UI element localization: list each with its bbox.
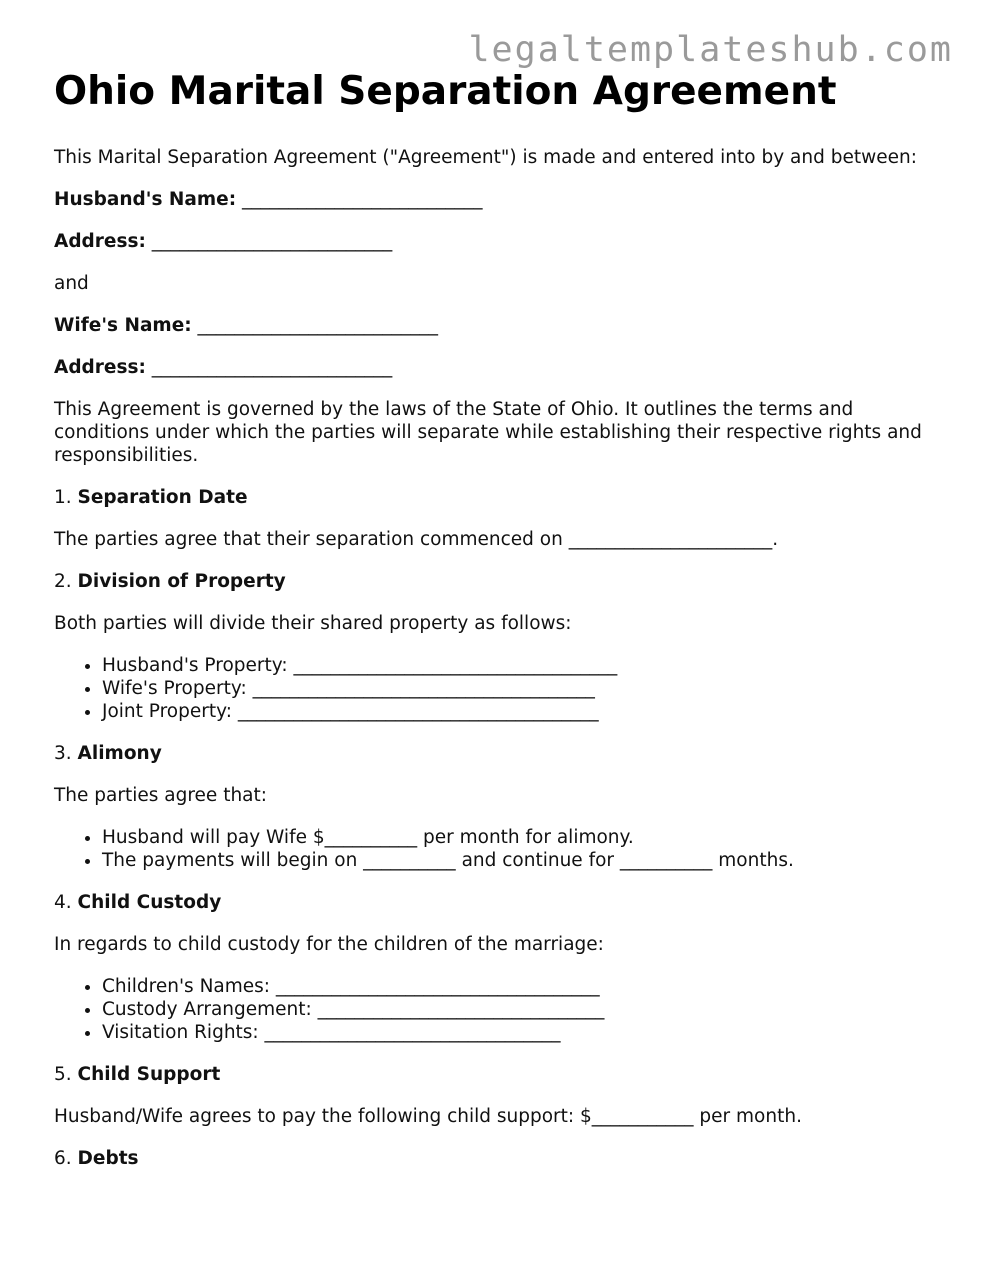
section-heading [54,486,934,509]
section-number: 4. [54,892,72,913]
document-page [54,68,934,1189]
custody-list [54,975,934,1044]
section-heading [54,1147,934,1170]
list-item: • Husband's Property: ___________________________________ [102,654,934,677]
wife-address-blank: __________________________ [151,357,393,378]
list-item: • Husband will pay Wife $__________ per month for alimony. [102,826,934,849]
list-item: • Joint Property: _______________________________________ [102,700,934,723]
wife-name-label: Wife's Name: [54,315,192,336]
husband-name-label: Husband's Name: [54,189,237,210]
section-heading [54,891,934,914]
property-list [54,654,934,723]
intro-paragraph: This Marital Separation Agreement ("Agreement") is made and entered into by and between: [54,147,917,168]
wife-address-label: Address: [54,357,146,378]
section-title: Alimony [77,743,162,764]
list-item: • Custody Arrangement: _______________________________ [102,998,934,1021]
section-number: 2. [54,571,72,592]
list-item: • Wife's Property: _____________________________________ [102,677,934,700]
section-heading [54,570,934,593]
section-text: The parties agree that their separation commenced on ______________________. [54,529,779,550]
and-text: and [54,273,89,294]
wife-name-field [54,314,934,337]
wife-address-field [54,356,934,379]
list-item: • Visitation Rights: ________________________________ [102,1021,934,1044]
section-title: Division of Property [77,571,286,592]
husband-name-blank: __________________________ [242,189,483,210]
section-number: 5. [54,1064,72,1085]
section-title: Debts [77,1148,139,1169]
section-text: Both parties will divide their shared property as follows: [54,613,572,634]
husband-address-blank: __________________________ [151,231,393,252]
section-number: 6. [54,1148,72,1169]
section-title: Child Support [77,1064,221,1085]
list-item: • The payments will begin on __________ and continue for __________ months. [102,849,934,872]
wife-name-blank: __________________________ [197,315,439,336]
husband-address-field [54,230,934,253]
husband-address-label: Address: [54,231,146,252]
section-title: Child Custody [77,892,222,913]
section-text: The parties agree that: [54,785,267,806]
section-text: Husband/Wife agrees to pay the following child support: $___________ per month. [54,1106,802,1127]
list-item: • Children's Names: ___________________________________ [102,975,934,998]
section-text: In regards to child custody for the children of the marriage: [54,934,604,955]
section-heading [54,1063,934,1086]
page-title: Ohio Marital Separation Agreement [54,69,837,114]
husband-name-field [54,188,934,211]
section-number: 3. [54,743,72,764]
section-title: Separation Date [77,487,248,508]
alimony-list [54,826,934,872]
watermark: legaltemplateshub.com [468,30,953,70]
section-heading [54,742,934,765]
section-number: 1. [54,487,72,508]
governing-paragraph: This Agreement is governed by the laws of the State of Ohio. It outlines the terms and conditions under which the parties will separate while establishing their respective rights and responsibilities. [54,399,922,466]
